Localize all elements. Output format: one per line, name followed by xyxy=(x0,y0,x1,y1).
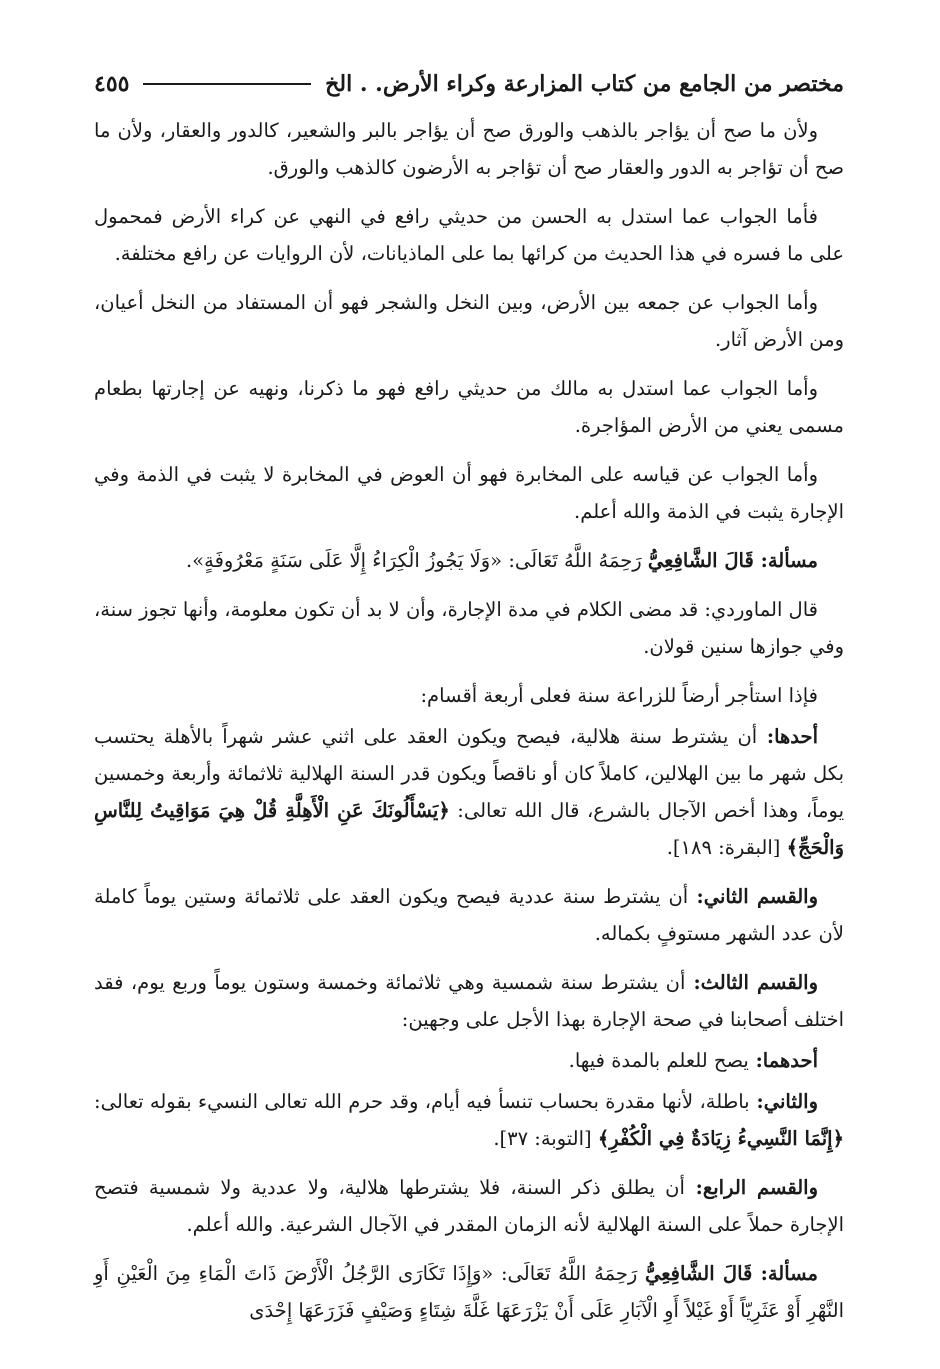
paragraph-text: فأما الجواب عما استدل به الحسن من حديثي رافع في النهي عن كراء الأرض فمحمول على ما فسره في هذا الحديث من كرائها بما على الماذيانات، لأن الروايات عن رافع مختلفة. xyxy=(94,205,844,265)
paragraph-text: وأما الجواب عما استدل به مالك من حديثي رافع فهو ما ذكرنا، ونهيه عن إجارتها بطعام مسمى يعني من الأرض المؤاجرة. xyxy=(94,377,844,437)
paragraph-text: وأما الجواب عن قياسه على المخابرة فهو أن العوض في المخابرة لا يثبت في الذمة وفي الإجارة يثبت في الذمة والله أعلم. xyxy=(94,463,844,523)
header-title: مختصر من الجامع من كتاب المزارعة وكراء الأرض. . الخ xyxy=(325,71,844,97)
paragraph xyxy=(94,1255,844,1329)
paragraph-heading: أحدهما: xyxy=(748,1049,818,1072)
paragraph-heading: قَالَ الشَّافِعِيُّ xyxy=(647,549,754,572)
paragraph xyxy=(94,456,844,530)
paragraph xyxy=(94,1169,844,1243)
paragraph-text: رَحِمَهُ اللَّهُ تَعَالَى: «وَإِذَا تَكَارَى الرَّجُلُ الْأَرْضَ ذَاتَ الْمَاءِ مِنَ الْعَيْنِ أَوِ النَّهْرِ أَوْ عَثَرِيّاً أَوْ غَيْلاً أَوِ الْآبَارِ عَلَى أَنْ يَزْرَعَهَا غَلَّةَ شِتَاءٍ وَصَيْفٍ فَزَرَعَهَا إِحْدَى xyxy=(94,1262,844,1322)
paragraph xyxy=(94,677,844,714)
paragraph-heading: أحدها: xyxy=(757,725,818,748)
paragraph-text: يصح للعلم بالمدة فيها. xyxy=(568,1049,749,1072)
paragraph-text: رَحِمَهُ اللَّهُ تَعَالَى: «وَلَا يَجُوزُ الْكِرَاءُ إِلَّا عَلَى سَنَةٍ مَعْرُوفَةٍ». xyxy=(185,549,648,572)
page-number: ٤٥٥ xyxy=(94,71,130,97)
paragraph-heading: قَالَ الشَّافِعِيُّ xyxy=(644,1262,753,1285)
paragraph-heading: والثاني: xyxy=(749,1090,818,1113)
paragraph-text: أن يشترط سنة شمسية وهي ثلاثمائة وخمسة وستون يوماً وربع يوم، فقد اختلف أصحابنا في صحة الإجارة بهذا الأجل على وجهين: xyxy=(94,971,844,1031)
paragraph xyxy=(94,718,844,866)
paragraph-heading: والقسم الثاني: xyxy=(688,885,818,908)
page-body xyxy=(94,112,844,1369)
verse-reference: [التوبة: ٣٧]. xyxy=(493,1127,598,1150)
header-rule xyxy=(143,83,311,85)
paragraph xyxy=(94,1042,844,1079)
paragraph xyxy=(94,284,844,358)
paragraph xyxy=(94,542,844,579)
paragraph xyxy=(94,112,844,186)
paragraph xyxy=(94,370,844,444)
quran-verse: ﴿يَسْأَلُونَكَ عَنِ الْأَهِلَّةِ قُلْ هِيَ مَوَاقِيتُ لِلنَّاسِ وَالْحَجِّ﴾ xyxy=(94,799,844,859)
paragraph-lead: مسألة: xyxy=(753,549,818,572)
paragraph-heading: والقسم الثالث: xyxy=(685,971,818,994)
paragraph xyxy=(94,878,844,952)
quran-verse: ﴿إِنَّمَا النَّسِيءُ زِيَادَةٌ فِي الْكُفْرِ﴾ xyxy=(597,1127,844,1150)
paragraph-text: فإذا استأجر أرضاً للزراعة سنة فعلى أربعة أقسام: xyxy=(420,684,818,707)
paragraph-text: ولأن ما صح أن يؤاجر بالذهب والورق صح أن يؤاجر بالبر والشعير، كالدور والعقار، ولأن ما صح أن تؤاجر به الدور والعقار صح أن تؤاجر به الأرضون كالذهب والورق. xyxy=(94,119,844,179)
paragraph-text: باطلة، لأنها مقدرة بحساب تنسأ فيه أيام، وقد حرم الله تعالى النسيء بقوله تعالى: xyxy=(94,1090,750,1113)
paragraph xyxy=(94,198,844,272)
paragraph xyxy=(94,1083,844,1157)
paragraph-heading: والقسم الرابع: xyxy=(684,1176,818,1199)
paragraph-text: أن يشترط سنة عددية فيصح ويكون العقد على ثلاثمائة وستين يوماً كاملة لأن عدد الشهر مستوفٍ بكماله. xyxy=(94,885,844,945)
paragraph-text: وأما الجواب عن جمعه بين الأرض، وبين النخل والشجر فهو أن المستفاد من النخل أعيان، ومن الأرض آثار. xyxy=(94,291,844,351)
running-header xyxy=(94,66,844,102)
paragraph-text: أن يطلق ذكر السنة، فلا يشترطها هلالية، ولا عددية ولا شمسية فتصح الإجارة حملاً على السنة الهلالية لأنه الزمان المقدر في الآجال الشرعية. والله أعلم. xyxy=(94,1176,844,1236)
verse-reference: [البقرة: ١٨٩]. xyxy=(666,836,787,859)
paragraph xyxy=(94,591,844,665)
paragraph-lead: مسألة: xyxy=(752,1262,818,1285)
paragraph-text: قال الماوردي: قد مضى الكلام في مدة الإجارة، وأن لا بد أن تكون معلومة، وأنها تجوز سنة، وفي جوازها سنين قولان. xyxy=(94,598,844,658)
paragraph-text: أن يشترط سنة هلالية، فيصح ويكون العقد على اثني عشر شهراً بالأهلة يحتسب بكل شهر ما بين الهلالين، كاملاً كان أو ناقصاً ويكون قدر السنة الهلالية ثلاثمائة وأربعة وخمسين يوماً، وهذا أخص الآجال بالشرع، قال الله تعالى: xyxy=(94,725,844,822)
paragraph xyxy=(94,964,844,1038)
